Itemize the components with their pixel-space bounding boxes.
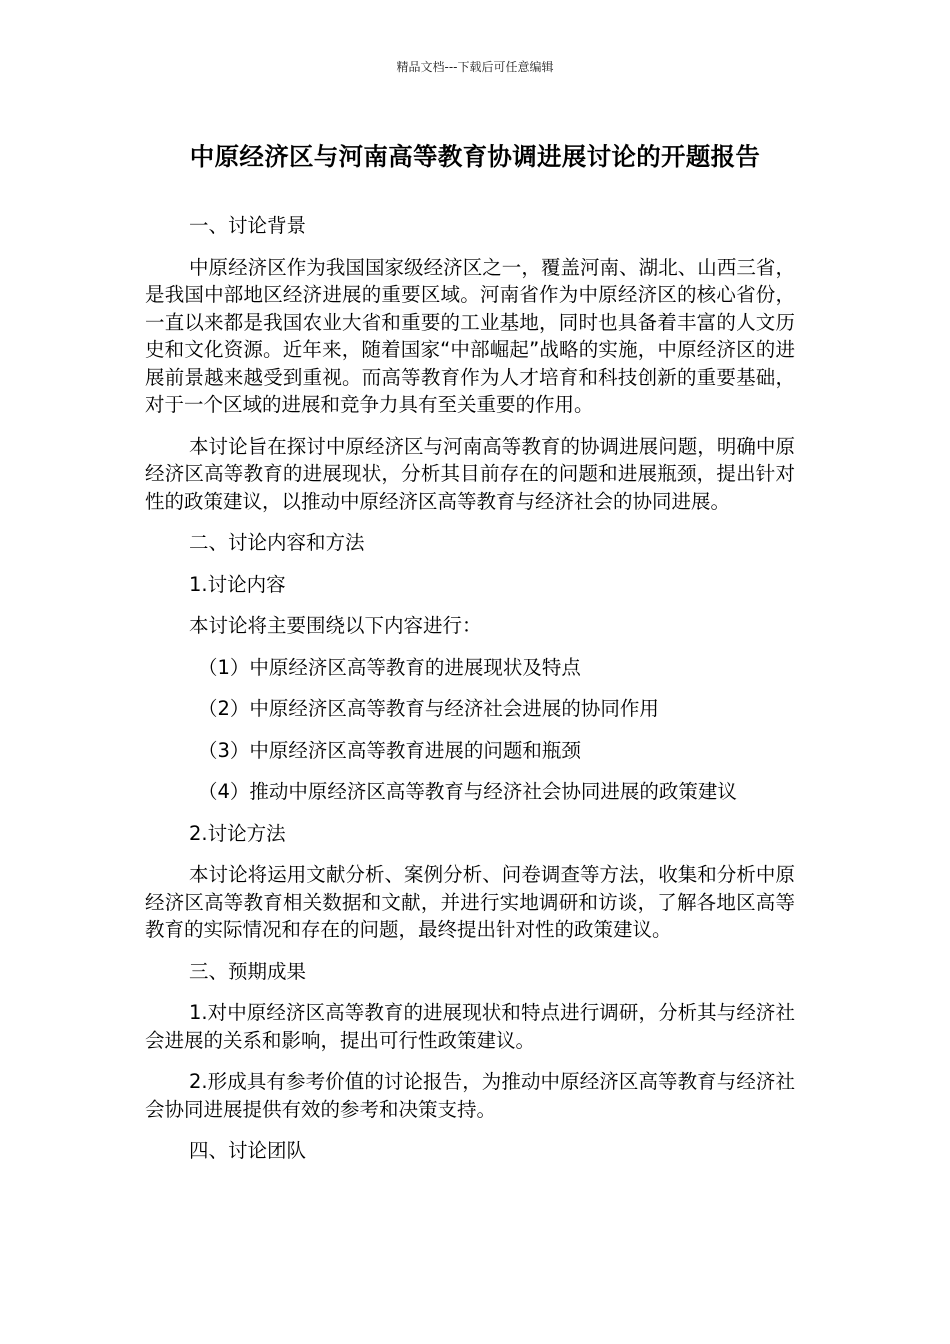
paragraph-method: 本讨论将运用文献分析、案例分析、问卷调查等方法，收集和分析中原经济区高等教育相关数据和文献，并进行实地调研和访谈，了解各地区高等教育的实际情况和存在的问题，最终提出针对性的政策建议。: [145, 863, 795, 941]
paragraph-background-2: 本讨论旨在探讨中原经济区与河南高等教育的协调进展问题，明确中原经济区高等教育的进展现状，分析其目前存在的问题和进展瓶颈，提出针对性的政策建议，以推动中原经济区高等教育与经济社会的协同进展。: [145, 434, 795, 513]
paragraph-background-1: 中原经济区作为我国国家级经济区之一，覆盖河南、湖北、山西三省，是我国中部地区经济进展的重要区域。河南省作为中原经济区的核心省份，一直以来都是我国农业大省和重要的工业基地，同时也具备着丰富的人文历史和文化资源。近年来，随着国家“中部崛起”战略的实施，中原经济区的进展前景越来越受到重视。而高等教育作为人才培育和科技创新的重要基础，对于一个区域的进展和竞争力具有至关重要的作用。: [145, 255, 795, 416]
section-heading-background: 一、讨论背景: [189, 214, 307, 237]
section-heading-content: 二、讨论内容和方法: [189, 531, 365, 554]
paragraph-content-intro: 本讨论将主要围绕以下内容进行：: [189, 614, 482, 637]
subheading-method: 2.讨论方法: [189, 821, 286, 845]
list-item: （4）推动中原经济区高等教育与经济社会协同进展的政策建议: [198, 780, 737, 803]
list-item: （1）中原经济区高等教育的进展现状及特点: [198, 655, 581, 679]
subheading-content: 1.讨论内容: [189, 572, 286, 596]
list-item: （3）中原经济区高等教育进展的问题和瓶颈: [198, 738, 581, 762]
document-title: 中原经济区与河南高等教育协调进展讨论的开题报告: [189, 142, 761, 171]
paragraph-results-2: 2.形成具有参考价值的讨论报告，为推动中原经济区高等教育与经济社会协同进展提供有效的参考和决策支持。: [145, 1070, 795, 1121]
section-heading-results: 三、预期成果: [189, 959, 307, 983]
section-heading-team: 四、讨论团队: [189, 1139, 307, 1162]
document-body: [145, 212, 795, 1179]
list-item: （2）中原经济区高等教育与经济社会进展的协同作用: [198, 697, 659, 720]
header-note: 精品文档---下载后可任意编辑: [396, 60, 554, 74]
paragraph-results-1: 1.对中原经济区高等教育的进展现状和特点进行调研，分析其与经济社会进展的关系和影响，提出可行性政策建议。: [145, 1001, 795, 1052]
